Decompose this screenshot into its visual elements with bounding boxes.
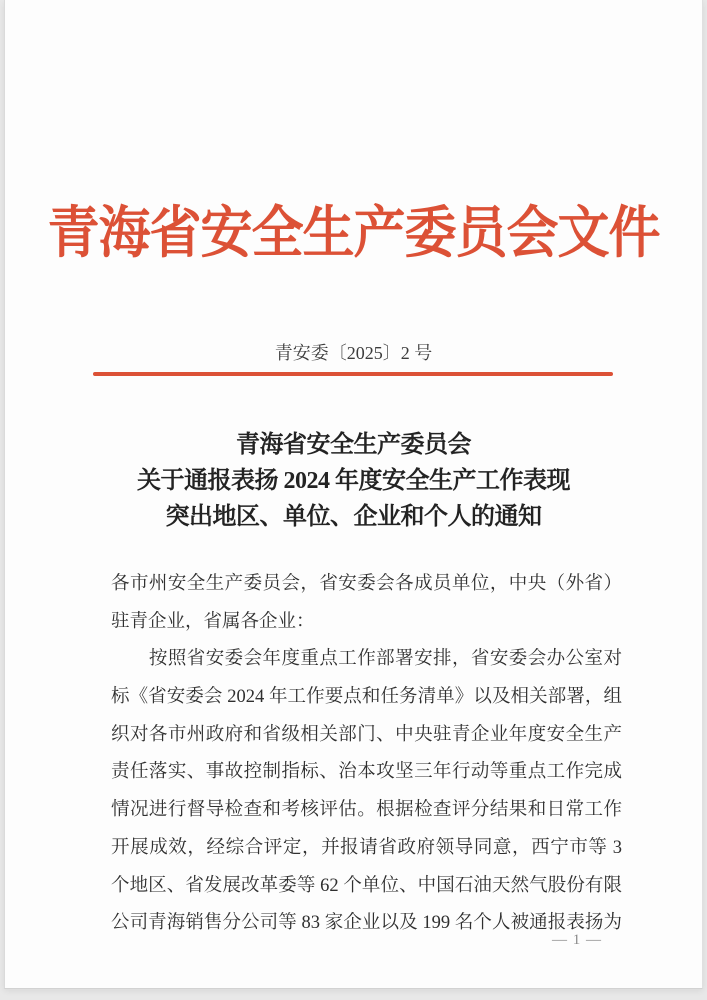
body-text-line: 驻青企业，省属各企业： xyxy=(111,611,315,632)
document-page xyxy=(4,0,703,989)
document-title-line: 突出地区、单位、企业和个人的通知 xyxy=(165,504,542,530)
body-text-line: 织对各市州政府和省级相关部门、中央驻青企业年度安全生产 xyxy=(111,724,622,745)
body-text-line: 开展成效，经综合评定，并报请省政府领导同意，西宁市等 3 xyxy=(111,837,622,858)
document-title-line: 关于通报表扬 2024 年度安全生产工作表现 xyxy=(137,468,570,494)
body-text-line: 按照省安委会年度重点工作部署安排，省安委会办公室对 xyxy=(111,649,622,670)
body-text-line: 个地区、省发展改革委等 62 个单位、中国石油天然气股份有限 xyxy=(111,875,622,896)
body-text-line: 各市州安全生产委员会，省安委会各成员单位，中央（外省） xyxy=(111,574,622,594)
body-text-line: 情况进行督导检查和考核评估。根据检查评分结果和日常工作 xyxy=(111,800,622,821)
document-body xyxy=(111,566,622,943)
body-text-line: 公司青海销售分公司等 83 家企业以及 199 名个人被通报表扬为 xyxy=(111,913,622,934)
red-divider-line xyxy=(93,372,613,376)
page-number: — 1 — xyxy=(552,932,602,948)
document-title xyxy=(5,427,702,535)
document-title-line: 青海省安全生产委员会 xyxy=(236,432,471,458)
document-header-title: 青海省安全生产委员会文件 xyxy=(47,203,660,265)
document-number: 青安委〔2025〕2 号 xyxy=(274,343,433,363)
body-text-line: 责任落实、事故控制指标、治本攻坚三年行动等重点工作完成 xyxy=(111,762,622,783)
body-text-line: 标《省安委会 2024 年工作要点和任务清单》以及相关部署，组 xyxy=(111,687,622,708)
